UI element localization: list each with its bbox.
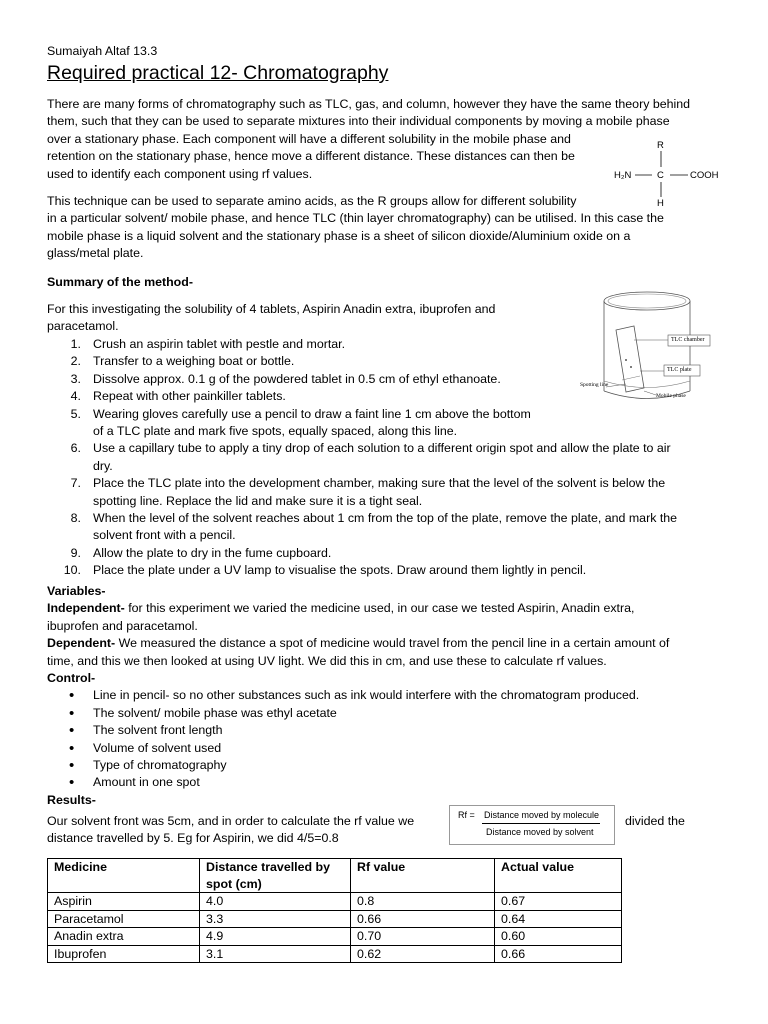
table-body [48, 893, 622, 963]
method-step [47, 510, 737, 545]
method-steps [47, 336, 737, 580]
table-cell: 4.0 [200, 893, 351, 911]
tlc-chamber-label: TLC chamber [671, 337, 705, 343]
method-intro-line: paracetamol. [47, 319, 119, 334]
intro-line: retention on the stationary phase, hence move a different distance. These distances can then be [47, 149, 575, 164]
col-header-rf: Rf value [351, 859, 495, 893]
method-step [47, 545, 737, 562]
page-title: Required practical 12- Chromatography [47, 62, 389, 84]
table-cell: 0.8 [351, 893, 495, 911]
results-heading: Results- [47, 792, 96, 807]
method-step [47, 353, 737, 370]
variables-section [47, 583, 737, 809]
control-item: • Type of chromatography [47, 757, 737, 774]
spotting-line-label: Spotting line [580, 382, 609, 388]
step-text: Repeat with other painkiller tablets. [93, 389, 286, 404]
step-text: Dissolve approx. 0.1 g of the powdered tablet in 0.5 cm of ethyl ethanoate. [93, 371, 501, 386]
independent-line-2: ibuprofen and paracetamol. [47, 618, 198, 633]
results-line-2: distance travelled by 5. Eg for Aspirin, we did 4/5=0.8 [47, 831, 339, 845]
tlc-plate-label: TLC plate [667, 367, 692, 373]
table-row [48, 928, 622, 946]
author-name: Sumaiyah Altaf 13.3 [47, 44, 158, 58]
control-item: • The solvent front length [47, 722, 737, 739]
table-cell: 3.3 [200, 910, 351, 928]
method-step [47, 562, 737, 579]
carboxyl-group-label: COOH [690, 170, 719, 181]
step-number: 7. [70, 476, 81, 491]
control-item: • Volume of solvent used [47, 740, 737, 757]
method-step [47, 406, 737, 441]
dependent-line-2: time, and this we then looked at using UV light. We did this in cm, and use these to calculate rf values. [47, 653, 607, 668]
table-cell: 0.64 [495, 910, 622, 928]
table-cell: Aspirin [48, 893, 200, 911]
technique-paragraph [47, 193, 664, 263]
col-header-actual: Actual value [495, 859, 622, 893]
step-number: 4. [70, 389, 81, 404]
rf-formula-denominator: Distance moved by solvent [486, 827, 594, 837]
table-row [48, 910, 622, 928]
intro-paragraph [47, 96, 690, 183]
table-cell: 0.66 [495, 945, 622, 963]
technique-line: in a particular solvent/ mobile phase, and hence TLC (thin layer chromatography) can be utilised. In this case the [47, 211, 664, 226]
step-text: Place the plate under a UV lamp to visualise the spots. Draw around them lightly in pencil. [93, 563, 587, 578]
intro-line: them, such that they can be used to separate mixtures into their individual components by moving a mobile phase [47, 114, 670, 129]
steps-list [47, 336, 737, 580]
summary-heading: Summary of the method- [47, 275, 193, 289]
independent-text: for this experiment we varied the medicine used, in our case we tested Aspirin, Anadin extra, [124, 601, 635, 616]
control-heading: Control- [47, 671, 96, 686]
step-text: Crush an aspirin tablet with pestle and mortar. [93, 337, 346, 351]
method-step [47, 388, 737, 405]
step-text: Transfer to a weighing boat or bottle. [93, 354, 295, 369]
results-line-1b: divided the [625, 814, 685, 828]
results-table [47, 858, 622, 963]
method-intro [47, 301, 495, 336]
method-intro-line: For this investigating the solubility of 4 tablets, Aspirin Anadin extra, ibuprofen and [47, 302, 496, 316]
col-header-distance: Distance travelled by spot (cm) [200, 859, 351, 893]
step-text: When the level of the solvent reaches about 1 cm from the top of the plate, remove the plate, and mark the [93, 511, 678, 526]
table-cell: 3.1 [200, 945, 351, 963]
step-number: 5. [70, 406, 81, 421]
mobile-phase-label: Mobile phase [656, 393, 686, 399]
results-line-1a: Our solvent front was 5cm, and in order to calculate the rf value we [47, 814, 415, 828]
control-list [47, 687, 737, 791]
step-text: solvent front with a pencil. [93, 528, 236, 543]
r-group-label: R [657, 140, 664, 151]
step-number: 9. [70, 545, 81, 560]
hydrogen-label: H [657, 198, 664, 209]
intro-line: used to identify each component using rf values. [47, 166, 313, 181]
technique-line: This technique can be used to separate amino acids, as the R groups allow for different solubility [47, 194, 577, 208]
step-text: Wearing gloves carefully use a pencil to draw a faint line 1 cm above the bottom [93, 406, 531, 421]
method-step [47, 440, 737, 475]
intro-line: There are many forms of chromatography such as TLC, gas, and column, however they have the same theory behind [47, 97, 691, 111]
step-text: spotting line. Replace the lid and make sure it is a tight seal. [93, 493, 423, 508]
amine-group-label: H₂N [614, 170, 632, 181]
dependent-line [47, 635, 737, 652]
step-text: of a TLC plate and mark five spots, equally spaced, along this line. [93, 424, 458, 439]
rf-formula-box [449, 805, 615, 845]
independent-line [47, 600, 737, 617]
table-row [48, 945, 622, 963]
step-text: Place the TLC plate into the development chamber, making sure that the level of the solvent is below the [93, 476, 666, 491]
rf-formula-lhs: Rf = [458, 810, 475, 820]
independent-label: Independent- [47, 601, 125, 616]
variables-heading: Variables- [47, 584, 106, 598]
table-header-row [48, 859, 622, 893]
dependent-text: We measured the distance a spot of medicine would travel from the pencil line in a certain amount of [115, 636, 670, 651]
dependent-label: Dependent- [47, 636, 116, 651]
table-cell: 0.60 [495, 928, 622, 946]
method-step [47, 336, 737, 353]
step-number: 8. [70, 511, 81, 526]
step-number: 2. [70, 354, 81, 369]
table-cell: 0.66 [351, 910, 495, 928]
step-text: dry. [93, 458, 113, 473]
control-item: • Amount in one spot [47, 774, 737, 791]
rf-formula-numerator: Distance moved by molecule [484, 810, 600, 820]
step-number: 3. [70, 371, 81, 386]
step-number: 1. [70, 337, 81, 351]
table-cell: Paracetamol [48, 910, 200, 928]
intro-line: over a stationary phase. Each component will have a different solubility in the mobile phase and [47, 131, 571, 146]
step-number: 10. [63, 563, 81, 578]
control-item: • Line in pencil- so no other substances such as ink would interfere with the chromatogram produced. [47, 687, 737, 704]
alpha-carbon-label: C [657, 170, 664, 181]
table-cell: 0.62 [351, 945, 495, 963]
method-step [47, 371, 737, 388]
step-text: Allow the plate to dry in the fume cupboard. [93, 545, 332, 560]
step-number: 6. [70, 441, 81, 456]
rf-formula-divider [482, 823, 600, 824]
technique-line: mobile phase is a liquid solvent and the stationary phase is a sheet of silicon dioxide/Aluminium oxide on a [47, 228, 631, 243]
table-cell: Anadin extra [48, 928, 200, 946]
step-text: Use a capillary tube to apply a tiny drop of each solution to a different origin spot and allow the plate to air [93, 441, 671, 456]
method-step [47, 475, 737, 510]
table-cell: 0.67 [495, 893, 622, 911]
table-cell: 0.70 [351, 928, 495, 946]
table-row [48, 893, 622, 911]
control-item: • The solvent/ mobile phase was ethyl acetate [47, 705, 737, 722]
table-cell: Ibuprofen [48, 945, 200, 963]
technique-line: glass/metal plate. [47, 246, 144, 261]
table-cell: 4.9 [200, 928, 351, 946]
col-header-medicine: Medicine [48, 859, 200, 893]
